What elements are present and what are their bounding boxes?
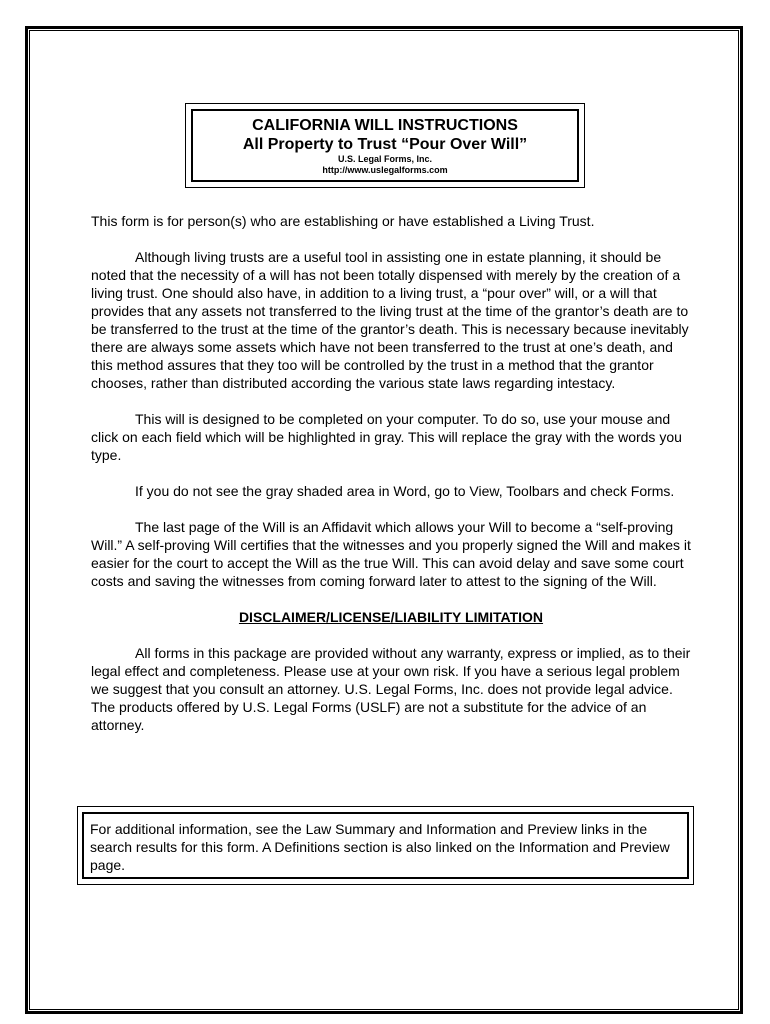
living-trust-paragraph: Although living trusts are a useful tool in assisting one in estate planning, it should be noted that the necessity of a will has not been totally dispensed with merely by the creation of a living trust. One should also have, in addition to a living trust, a “pour over” will, or a will that provides that any assets not transferred to the living trust at the time of the grantor’s death are to be transferred to the trust at the time of the grantor’s death. This is necessary because inevitably there are always some assets which have not been transferred to the trust at one’s death, and this method assures that they too will be controlled by the trust in a method that the grantor chooses, rather than distributed according the various state laws regarding intestacy. bbox=[91, 249, 689, 391]
company-name: U.S. Legal Forms, Inc. bbox=[337, 154, 433, 164]
word-forms-paragraph: If you do not see the gray shaded area in Word, go to View, Toolbars and check Forms. bbox=[135, 483, 675, 499]
info-box-text: For additional information, see the Law Summary and Information and Preview links in the search results for this form. A Definitions section is also linked on the Information and Preview page. bbox=[90, 821, 670, 873]
computer-completion-paragraph: This will is designed to be completed on your computer. To do so, use your mouse and click on each field which will be highlighted in gray. This will replace the gray with the words you type. bbox=[91, 411, 682, 463]
company-url: http://www.uslegalforms.com bbox=[322, 165, 448, 175]
affidavit-paragraph: The last page of the Will is an Affidavit which allows your Will to become a “self-proving Will.” A self-proving Will certifies that the witnesses and you properly signed the Will and makes it easier for the court to accept the Will as the true Will. This can avoid delay and save some court costs and saving the witnesses from coming forward later to attest to the signing of the Will. bbox=[91, 519, 691, 589]
title-box bbox=[191, 109, 579, 182]
intro-paragraph: This form is for person(s) who are establishing or have established a Living Trust. bbox=[91, 213, 595, 229]
disclaimer-paragraph: All forms in this package are provided without any warranty, express or implied, as to their legal effect and completeness. Please use at your own risk. If you have a serious legal problem we suggest that you consult an attorney. U.S. Legal Forms, Inc. does not provide legal advice. The products offered by U.S. Legal Forms (USLF) are not a substitute for the advice of an attorney. bbox=[91, 645, 691, 733]
document-title: CALIFORNIA WILL INSTRUCTIONS bbox=[252, 117, 518, 134]
info-box bbox=[82, 812, 689, 879]
disclaimer-heading: DISCLAIMER/LICENSE/LIABILITY LIMITATION bbox=[238, 609, 544, 625]
document-subtitle: All Property to Trust “Pour Over Will” bbox=[242, 136, 528, 153]
document-body bbox=[91, 212, 691, 752]
